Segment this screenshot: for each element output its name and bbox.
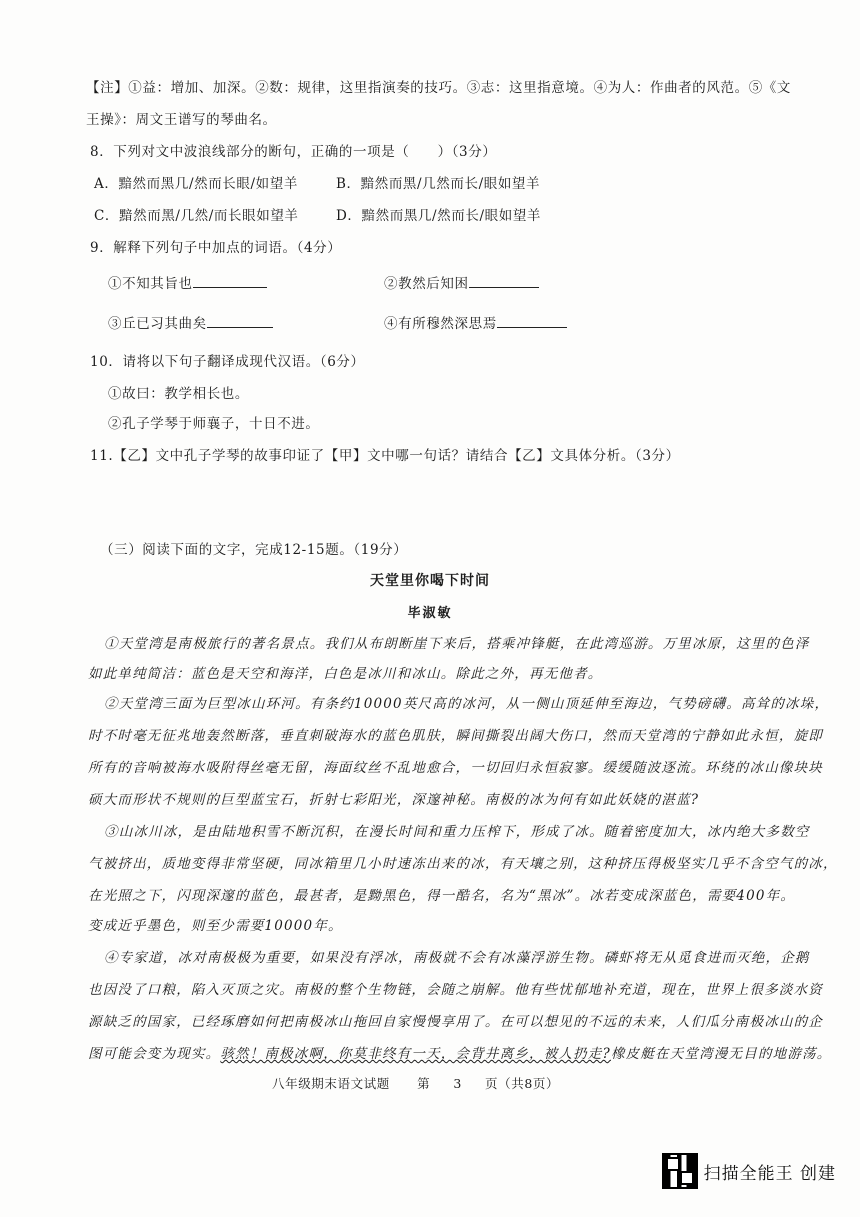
passage-line: ①天堂湾是南极旅行的著名景点。我们从布朗断崖下来后，搭乘冲锋艇，在此湾巡游。万里冰原，这里的色泽 — [104, 636, 810, 652]
answer-blank[interactable] — [207, 313, 273, 328]
answer-blank[interactable] — [497, 313, 567, 328]
q9-item-1-text: ①不知其旨也 — [108, 276, 193, 292]
passage-line-last — [88, 1042, 831, 1062]
footer-exam-name: 八年级期末语文试题 — [272, 1076, 390, 1091]
passage-line: ②天堂湾三面为巨型冰山环河。有条约10000英尺高的冰河，从一侧山顶延伸至海边，气势磅礴。高耸的冰垛， — [104, 696, 830, 712]
q9-item-3 — [108, 312, 273, 332]
passage-line: 源缺乏的国家，已经琢磨如何把南极冰山拖回自家慢慢享用了。在可以想见的不远的未来，人们瓜分南极冰山的企 — [88, 1014, 823, 1030]
scanner-watermark — [662, 1153, 836, 1189]
question-9-stem: 9．解释下列句子中加点的词语。（4分） — [90, 240, 342, 256]
passage-line: 硕大而形状不规则的巨型蓝宝石，折射七彩阳光，深邃神秘。南极的冰为何有如此妖娆的湛蓝? — [88, 792, 700, 808]
q9-item-4-text: ④有所穆然深思焉 — [384, 316, 497, 332]
q9-item-3-text: ③丘已习其曲矣 — [108, 316, 207, 332]
passage-line: 所有的音响被海水吸附得丝毫无留，海面纹丝不乱地愈合，一切回归永恒寂寥。缓缓随波逐流。环绕的冰山像块块 — [88, 760, 823, 776]
passage-line: 也因没了口粮，陷入灭顶之灾。南极的整个生物链，会随之崩解。他有些忧郁地补充道，现在，世界上很多淡水资 — [88, 982, 823, 998]
passage-line: 如此单纯简洁：蓝色是天空和海洋，白色是冰川和冰山。除此之外，再无他者。 — [88, 666, 603, 682]
question-10-stem: 10．请将以下句子翻译成现代汉语。（6分） — [90, 354, 365, 370]
question-11-stem: 11.【乙】文中孔子学琴的故事印证了【甲】文中哪一句话？请结合【乙】文具体分析。（3分） — [90, 448, 680, 464]
answer-blank[interactable] — [469, 273, 539, 288]
q10-item-2: ②孔子学琴于师襄子，十日不进。 — [108, 416, 320, 432]
passage-line: ④专家道，冰对南极极为重要，如果没有浮冰，南极就不会有冰藻浮游生物。磷虾将无从觅食进而灭绝，企鹅 — [104, 950, 810, 966]
q10-item-1: ①故曰：教学相长也。 — [108, 386, 249, 402]
passage-text: 橡皮艇在天堂湾漫无目的地游荡。 — [610, 1046, 832, 1062]
q9-item-1 — [108, 272, 267, 292]
passage-text: 图可能会变为现实。 — [88, 1046, 221, 1062]
underlined-sentence: 骇然！南极冰啊，你莫非终有一天，会背井离乡，被人扔走? — [220, 1046, 611, 1062]
q9-item-2-text: ②教然后知困 — [384, 276, 469, 292]
passage-line: 变成近乎墨色，则至少需要10000年。 — [88, 918, 343, 934]
annotation-line-1: 【注】①益：增加、加深。②数：规律，这里指演奏的技巧。③志：这里指意境。④为人：作曲者的风范。⑤《文 — [86, 80, 791, 96]
qr-code-icon — [662, 1153, 698, 1189]
passage-line: ③山冰川冰，是由陆地积雪不断沉积，在漫长时间和重力压榨下，形成了冰。随着密度加大，冰内绝大多数空 — [104, 824, 810, 840]
q9-item-2 — [384, 272, 539, 292]
q8-option-a: A．黯然而黑几/然而长眼/如望羊 — [94, 176, 298, 192]
annotation-line-2: 王操》：周文王谱写的琴曲名。 — [86, 112, 277, 128]
passage-line: 时不时毫无征兆地轰然断落，垂直刺破海水的蓝色肌肤，瞬间撕裂出阔大伤口，然而天堂湾的宁静如此永恒，旋即 — [88, 728, 823, 744]
footer-di: 第 — [417, 1076, 431, 1091]
page-footer — [272, 1074, 559, 1092]
footer-total-pages: 页（共8页） — [485, 1076, 560, 1091]
answer-blank[interactable] — [193, 273, 267, 288]
section-3-heading: （三）阅读下面的文字，完成12-15题。（19分） — [100, 542, 408, 558]
passage-author: 毕淑敏 — [407, 606, 453, 621]
q8-option-c: C．黯然而黑/几然/而长眼如望羊 — [94, 208, 299, 224]
q9-item-4 — [384, 312, 567, 332]
footer-page-number: 3 — [453, 1076, 462, 1091]
watermark-text: 扫描全能王 创建 — [703, 1163, 836, 1184]
q8-option-d: D．黯然而黑几/然而长/眼如望羊 — [336, 208, 542, 224]
q8-option-b: B．黯然而黑/几然而长/眼如望羊 — [336, 176, 541, 192]
passage-line: 在光照之下，闪现深邃的蓝色，最甚者，是黝黑色，得一酷名，名为“黑冰”。冰若变成深蓝色，需要400年。 — [88, 888, 796, 904]
passage-title: 天堂里你喝下时间 — [370, 573, 490, 589]
passage-line: 气被挤出，质地变得非常坚硬，同冰箱里几小时速冻出来的冰，有天壤之别，这种挤压得极坚实几乎不含空气的冰， — [88, 856, 838, 872]
question-8-stem: 8．下列对文中波浪线部分的断句，正确的一项是（ ）（3分） — [90, 144, 497, 160]
